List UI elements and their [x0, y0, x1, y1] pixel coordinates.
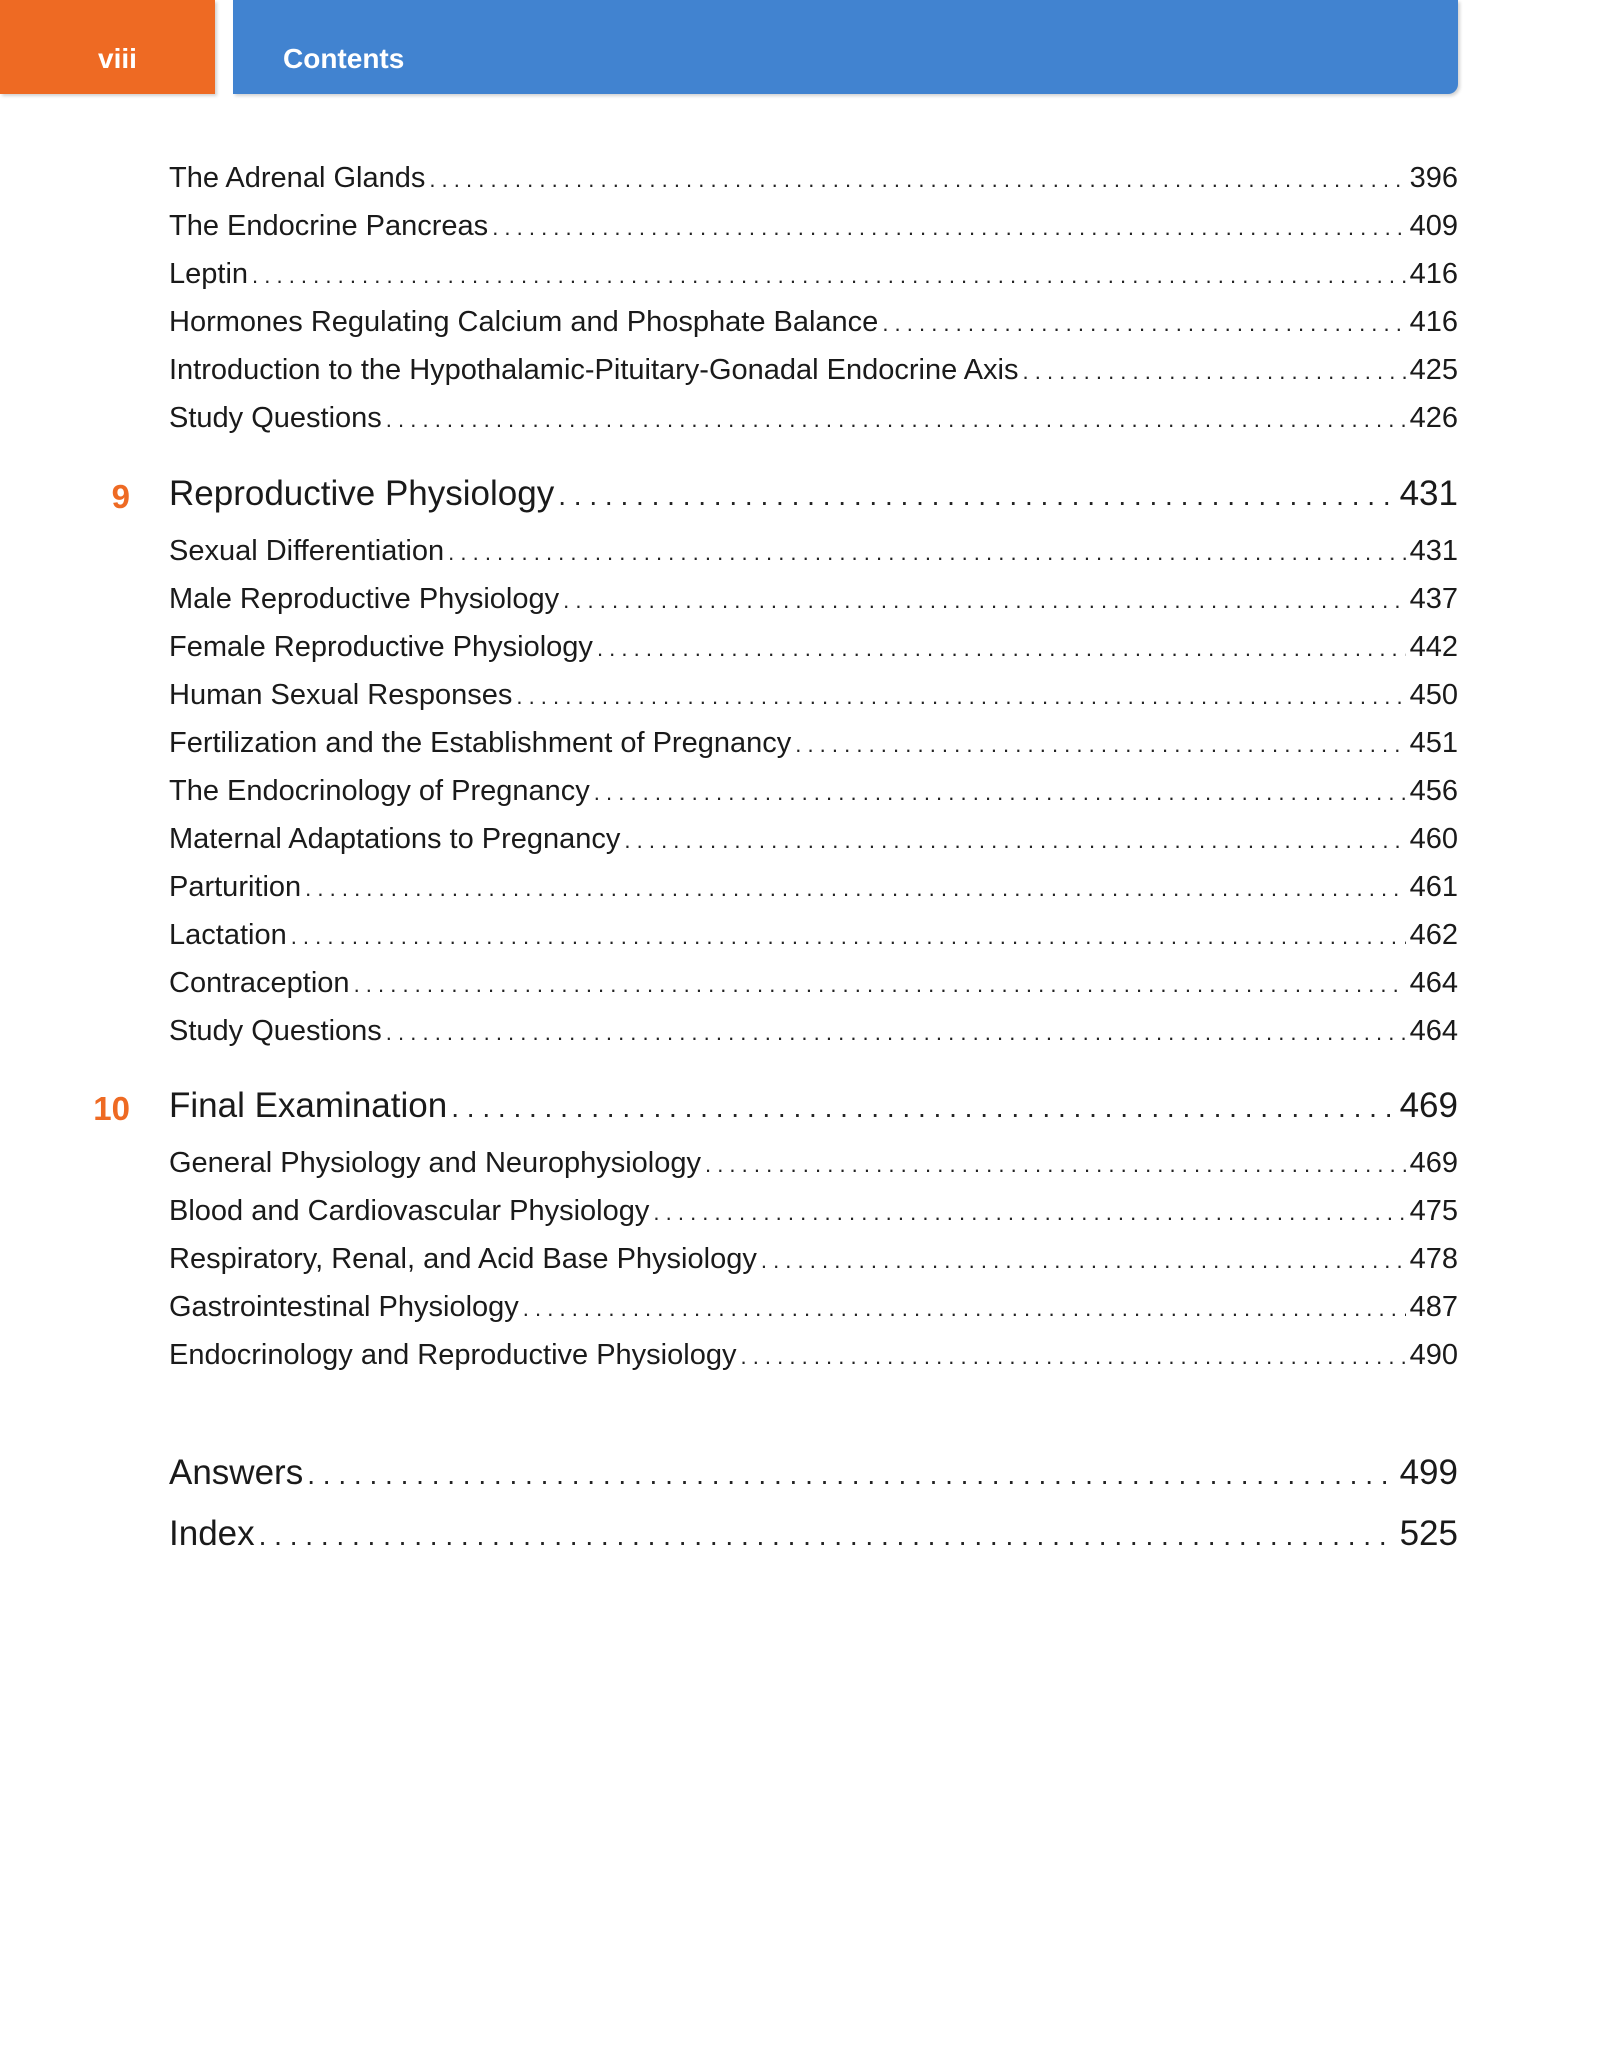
- dot-leader: [705, 1152, 1406, 1178]
- toc-entry[interactable]: [169, 1243, 1458, 1283]
- toc-entry-page: 425: [1409, 354, 1458, 386]
- dot-leader: [761, 1248, 1406, 1274]
- section-title: Contents: [283, 43, 405, 74]
- dot-leader: [653, 1200, 1405, 1226]
- toc-entry-page: 464: [1409, 1015, 1458, 1047]
- toc-entry[interactable]: [169, 306, 1458, 346]
- page-number-tab: [0, 0, 215, 94]
- dot-leader: [1023, 359, 1406, 385]
- dot-leader: [291, 924, 1406, 950]
- dot-leader: [740, 1344, 1405, 1370]
- toc-entry[interactable]: [169, 775, 1458, 815]
- toc-entry-title: Male Reproductive Physiology: [169, 583, 560, 615]
- toc-entry-page: 460: [1409, 823, 1458, 855]
- toc-entry-page: 461: [1409, 871, 1458, 903]
- toc-entry-title: Leptin: [169, 258, 249, 290]
- toc-entry-page: 464: [1409, 967, 1458, 999]
- toc-entry[interactable]: [169, 679, 1458, 719]
- chapter-entry[interactable]: [169, 1086, 1458, 1134]
- toc-entry-title: Maternal Adaptations to Pregnancy: [169, 823, 621, 855]
- toc-entry[interactable]: [169, 1015, 1458, 1055]
- chapter-page: 469: [1399, 1086, 1458, 1125]
- toc-entry[interactable]: [169, 1195, 1458, 1235]
- page-number: viii: [98, 43, 137, 74]
- dot-leader: [354, 972, 1406, 998]
- back-matter-page: 525: [1399, 1514, 1458, 1553]
- toc-entry[interactable]: [169, 631, 1458, 671]
- dot-leader: [448, 540, 1405, 566]
- dot-leader: [563, 588, 1406, 614]
- toc-entry[interactable]: [169, 210, 1458, 250]
- dot-leader: [558, 480, 1395, 512]
- toc-entry-title: Hormones Regulating Calcium and Phosphate Balance: [169, 306, 879, 338]
- toc-entry-page: 396: [1409, 162, 1458, 194]
- toc-entry-title: Parturition: [169, 871, 302, 903]
- dot-leader: [523, 1296, 1406, 1322]
- toc-entry-title: Fertilization and the Establishment of Pregnancy: [169, 727, 792, 759]
- toc-entry-page: 450: [1409, 679, 1458, 711]
- back-matter-entry[interactable]: [169, 1453, 1458, 1501]
- toc-entry[interactable]: [169, 583, 1458, 623]
- back-matter-entry[interactable]: [169, 1514, 1458, 1562]
- toc-entry-page: 409: [1409, 210, 1458, 242]
- chapter-title: Reproductive Physiology: [169, 474, 555, 513]
- toc-entry-title: Human Sexual Responses: [169, 679, 513, 711]
- toc-entry-page: 451: [1409, 727, 1458, 759]
- chapter-title: Final Examination: [169, 1086, 448, 1125]
- toc-entry-title: Study Questions: [169, 1015, 382, 1047]
- dot-leader: [492, 215, 1405, 241]
- toc-entry[interactable]: [169, 823, 1458, 863]
- toc-entry[interactable]: [169, 162, 1458, 202]
- toc-entry[interactable]: [169, 919, 1458, 959]
- toc-entry-title: Introduction to the Hypothalamic-Pituitary-Gonadal Endocrine Axis: [169, 354, 1019, 386]
- toc-entry[interactable]: [169, 354, 1458, 394]
- toc-entry-title: The Adrenal Glands: [169, 162, 426, 194]
- toc-entry-page: 442: [1409, 631, 1458, 663]
- dot-leader: [451, 1092, 1395, 1124]
- toc-entry-title: Endocrinology and Reproductive Physiology: [169, 1339, 737, 1371]
- dot-leader: [307, 1459, 1395, 1491]
- back-matter-page: 499: [1399, 1453, 1458, 1492]
- toc-entry-page: 437: [1409, 583, 1458, 615]
- toc-entry[interactable]: [169, 258, 1458, 298]
- toc-entry-page: 416: [1409, 258, 1458, 290]
- toc-entry-page: 487: [1409, 1291, 1458, 1323]
- toc-entry[interactable]: [169, 1147, 1458, 1187]
- section-header: [233, 0, 1458, 94]
- dot-leader: [429, 167, 1405, 193]
- dot-leader: [516, 684, 1405, 710]
- back-matter-title: Index: [169, 1514, 255, 1553]
- dot-leader: [305, 876, 1405, 902]
- toc-entry-title: Gastrointestinal Physiology: [169, 1291, 519, 1323]
- toc-entry-page: 478: [1409, 1243, 1458, 1275]
- toc-entry-page: 431: [1409, 535, 1458, 567]
- toc-entry-page: 475: [1409, 1195, 1458, 1227]
- toc-entry-page: 469: [1409, 1147, 1458, 1179]
- toc-entry[interactable]: [169, 967, 1458, 1007]
- chapter-number: 9: [111, 478, 130, 515]
- toc-entry-page: 416: [1409, 306, 1458, 338]
- dot-leader: [882, 311, 1405, 337]
- toc-entry[interactable]: [169, 535, 1458, 575]
- toc-entry-title: Female Reproductive Physiology: [169, 631, 593, 663]
- dot-leader: [624, 828, 1405, 854]
- chapter-entry[interactable]: [169, 474, 1458, 522]
- toc-entry[interactable]: [169, 1291, 1458, 1331]
- toc-entry-page: 490: [1409, 1339, 1458, 1371]
- toc-entry-title: Respiratory, Renal, and Acid Base Physiology: [169, 1243, 757, 1275]
- dot-leader: [795, 732, 1405, 758]
- toc-entry-title: Blood and Cardiovascular Physiology: [169, 1195, 650, 1227]
- toc-entry-title: General Physiology and Neurophysiology: [169, 1147, 701, 1179]
- toc-entry-page: 462: [1409, 919, 1458, 951]
- dot-leader: [597, 636, 1406, 662]
- chapter-page: 431: [1399, 474, 1458, 513]
- toc-entry-title: Sexual Differentiation: [169, 535, 445, 567]
- dot-leader: [386, 407, 1406, 433]
- dot-leader: [252, 263, 1406, 289]
- toc-entry[interactable]: [169, 1339, 1458, 1379]
- back-matter-title: Answers: [169, 1453, 304, 1492]
- dot-leader: [386, 1020, 1406, 1046]
- dot-leader: [594, 780, 1406, 806]
- toc-entry-page: 426: [1409, 402, 1458, 434]
- toc-entry-title: The Endocrinology of Pregnancy: [169, 775, 590, 807]
- toc-entry[interactable]: [169, 727, 1458, 767]
- toc-entry-title: Study Questions: [169, 402, 382, 434]
- dot-leader: [259, 1520, 1396, 1552]
- toc-entry-title: Lactation: [169, 919, 287, 951]
- toc-entry-title: Contraception: [169, 967, 350, 999]
- toc-entry[interactable]: [169, 871, 1458, 911]
- chapter-number: 10: [93, 1090, 130, 1127]
- toc-entry-title: The Endocrine Pancreas: [169, 210, 489, 242]
- toc-entry-page: 456: [1409, 775, 1458, 807]
- toc-entry[interactable]: [169, 402, 1458, 442]
